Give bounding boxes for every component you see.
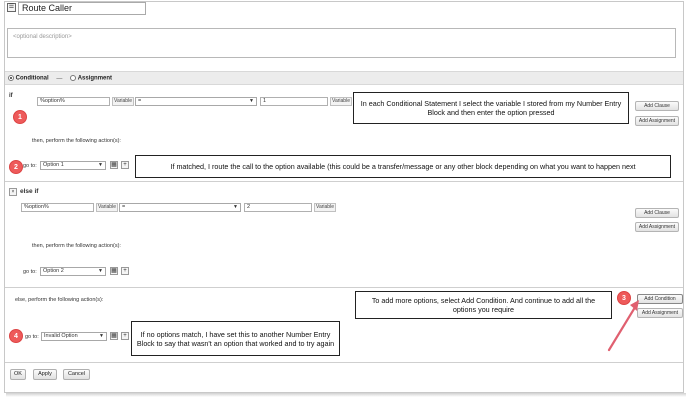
if-variable-input[interactable]: %option% [37,97,110,106]
description-textarea[interactable]: <optional description> [7,28,676,58]
chevron-down-icon: ▼ [98,162,103,168]
elseif-goto-value: Option 2 [43,268,64,274]
divider [5,287,683,288]
if-goto-select[interactable] [40,161,106,170]
conditional-radio[interactable] [8,75,14,81]
mode-bar [5,71,683,85]
elseif-edit-target-icon[interactable]: ▦ [111,268,117,274]
if-variable-button[interactable]: Variable [112,97,134,106]
if-add-target-icon[interactable]: + [121,161,129,169]
annotation-callout-2: If matched, I route the call to the option available (this could be a transfer/message or any other block depending on what you want to happen next [135,155,671,178]
dialog-shadow [6,393,686,397]
list-icon[interactable]: ☰ [8,4,15,10]
chevron-down-icon: ▼ [98,268,103,274]
annotation-badge-4: 4 [9,329,23,343]
elseif-variable-input[interactable]: %option% [21,203,94,212]
else-add-target-icon[interactable]: + [121,332,129,340]
if-value-variable-button[interactable]: Variable [330,97,352,106]
elseif-label: else if [20,188,39,195]
elseif-add-clause-button[interactable]: Add Clause [635,208,679,218]
add-condition-button[interactable]: Add Condition [637,294,683,304]
if-goto-value: Option 1 [43,162,64,168]
divider [5,362,683,363]
if-operator-value: = [138,98,142,104]
cancel-button[interactable]: Cancel [63,369,90,380]
if-value-input[interactable]: 1 [260,97,328,106]
if-goto-label: go to: [23,163,37,169]
annotation-arrow-icon [605,296,645,356]
ok-button[interactable]: OK [10,369,26,380]
elseif-operator-select[interactable] [119,203,241,212]
chevron-down-icon: ▼ [233,204,238,210]
else-edit-target-icon[interactable]: ▦ [111,333,117,339]
if-add-assignment-button[interactable]: Add Assignment [635,116,679,126]
annotation-badge-3: 3 [617,291,631,305]
divider [5,181,683,182]
else-add-assignment-button[interactable]: Add Assignment [637,308,683,318]
annotation-callout-4: If no options match, I have set this to another Number Entry Block to say that wasn't an option that worked and to try again [131,321,340,356]
elseif-value-variable-button[interactable]: Variable [314,203,336,212]
elseif-value-input[interactable]: 2 [244,203,312,212]
else-goto-value: Invalid Option [44,333,78,339]
annotation-badge-1: 1 [13,110,27,124]
elseif-add-target-icon[interactable]: + [121,267,129,275]
if-operator-select[interactable] [135,97,257,106]
close-icon[interactable]: × [9,188,17,196]
elseif-variable-button[interactable]: Variable [96,203,118,212]
if-label: if [9,93,13,99]
assignment-radio[interactable] [70,75,76,81]
block-title-input[interactable]: Route Caller [18,2,146,15]
else-goto-label: go to: [25,334,39,340]
elseif-then-text: then, perform the following action(s): [32,243,121,249]
if-edit-target-icon[interactable]: ▦ [111,162,117,168]
chevron-down-icon: ▼ [99,333,104,339]
annotation-badge-2: 2 [9,160,23,174]
if-then-text: then, perform the following action(s): [32,138,121,144]
else-text: else, perform the following action(s): [15,297,104,303]
annotation-callout-1: In each Conditional Statement I select the variable I stored from my Number Entry Block and then enter the option pressed [353,92,629,124]
assignment-label[interactable]: Assignment [77,75,113,82]
elseif-goto-label: go to: [23,269,37,275]
conditional-label[interactable]: Conditional [15,75,49,82]
apply-button[interactable]: Apply [33,369,57,380]
if-add-clause-button[interactable]: Add Clause [635,101,679,111]
else-goto-select[interactable] [41,332,107,341]
elseif-operator-value: = [122,204,126,210]
elseif-add-assignment-button[interactable]: Add Assignment [635,222,679,232]
annotation-callout-3: To add more options, select Add Condition. And continue to add all the options you require [355,291,612,319]
mode-separator: — [56,75,63,82]
chevron-down-icon: ▼ [249,98,254,104]
elseif-goto-select[interactable] [40,267,106,276]
